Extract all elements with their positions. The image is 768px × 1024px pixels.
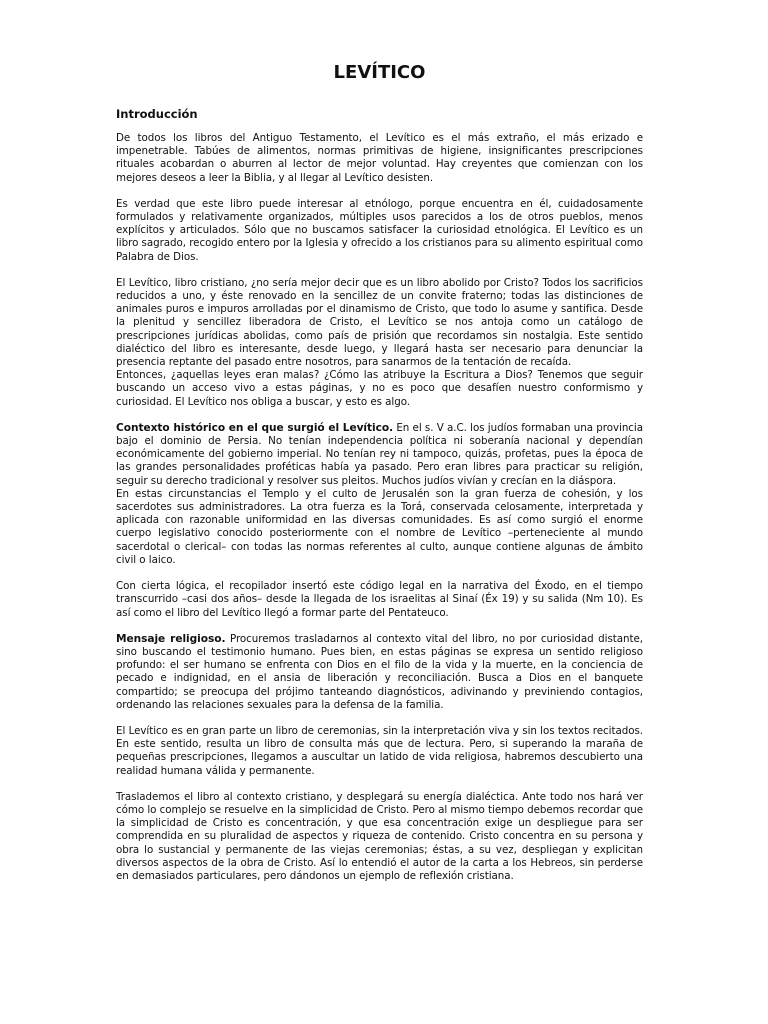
paragraph-7: Con cierta lógica, el recopilador insertó este código legal en la narrativa del Éxodo, en el tiempo transcurrido –casi dos años– desde la llegada de los israelitas al Sinaí (Éx 19) y su salida (Nm 10). Es así como el libro del Levítico llegó a formar parte del Pentateuco. — [116, 580, 643, 619]
paragraph-mensaje — [116, 633, 643, 712]
paragraph-6: En estas circunstancias el Templo y el culto de Jerusalén son la gran fuerza de cohesión, y los sacerdotes sus administradores. La otra fuerza es la Torá, conservada celosamente, interpretada y aplicada con razonable uniformidad en las diversas comunidades. Es así como surgió el enorme cuerpo legislativo conocido posteriormente con el nombre de Levítico –perteneciente al mundo sacerdotal o clerical– con todas las normas referentes al culto, aunque contiene algunas de ámbito civil o laico. — [116, 487, 643, 566]
paragraph-3: El Levítico, libro cristiano, ¿no sería mejor decir que es un libro abolido por Cristo? Todos los sacrificios reducidos a uno, y éste renovado en la sencillez de un convite fraterno; todas las distinciones de animales puros e impuros arrolladas por el dinamismo de Cristo, que todo lo asume y santifica. Desde la plenitud y sencillez liberadora de Cristo, el Levítico se nos antoja como un catálogo de prescripciones jurídicas abolidas, como país de prisión que recordamos sin nostalgia. Este sentido dialéctico del libro es interesante, desde luego, y llegará hasta ser necesario para denunciar la presencia reptante del pasado entre nosotros, para sanarmos de la tentación de recaída. — [116, 276, 643, 369]
paragraph-gap — [116, 712, 643, 725]
paragraph-4: Entonces, ¿aquellas leyes eran malas? ¿Cómo las atribuye la Escritura a Dios? Tenemos que seguir buscando un acceso vivo a estas páginas, y no es poco que desafíen nuestro conformismo y curiosidad. El Levítico nos obliga a buscar, y esto es algo. — [116, 369, 643, 408]
paragraph-mensaje-text: Procuremos trasladarnos al contexto vital del libro, no por curiosidad distante, sino buscando el testimonio humano. Pues bien, en estas páginas se expresa un sentido religioso profundo: el ser humano se enfrenta con Dios en el filo de la vida y la muerte, en la conciencia de pecado e indignidad, en el ansia de liberación y reconciliación. Busca a Dios en el banquete compartido; se preocupa del prójimo tanteando diagnósticos, adivinando y previniendo contagios, ordenando las relaciones sexuales para la defensa de la familia. — [116, 632, 643, 711]
document-title: LEVÍTICO — [333, 62, 426, 83]
paragraph-contexto — [116, 422, 643, 488]
paragraph-gap — [116, 567, 643, 580]
section-heading-introduccion: Introducción — [116, 107, 198, 121]
lead-contexto-historico: Contexto histórico en el que surgió el Levítico. — [116, 421, 394, 434]
paragraph-gap — [116, 264, 643, 277]
paragraph-gap — [116, 778, 643, 791]
paragraph-gap — [116, 620, 643, 633]
paragraph-9: El Levítico es en gran parte un libro de ceremonias, sin la interpretación viva y sin los textos recitados. En este sentido, resulta un libro de consulta más que de lectura. Pero, si superando la maraña de pequeñas prescripciones, llegamos a auscultar un latido de vida religiosa, habremos descubierto una realidad humana válida y permanente. — [116, 724, 643, 777]
paragraph-gap — [116, 409, 643, 422]
paragraph-10: Traslademos el libro al contexto cristiano, y desplegará su energía dialéctica. Ante todo nos hará ver cómo lo complejo se resuelve en la simplicidad de Cristo. Pero al mismo tiempo debemos recordar que la simplicidad de Cristo es concentración, y que esa concentración exige un despliegue para ser comprendida en su pluralidad de aspectos y riqueza de contenido. Cristo concentra en su persona y obra lo sustancial y permanente de las viejas ceremonias; éstas, a su vez, despliegan y explicitan diversos aspectos de la obra de Cristo. Así lo entendió el autor de la carta a los Hebreos, sin perderse en demasiados particulares, pero dándonos un ejemplo de reflexión cristiana. — [116, 790, 643, 882]
paragraph-contexto-text: En el s. V a.C. los judíos formaban una provincia bajo el dominio de Persia. No tenían independencia política ni soberanía nacional y dependían económicamente del gobierno imperial. No tenían rey ni tampoco, quizás, profetas, pues la época de las grandes personalidades proféticas había ya pasado. Pero eran libres para practicar su religión, seguir su derecho tradicional y resolver sus pleitos. Muchos judíos vivían y crecían en la diáspora. — [116, 421, 643, 487]
paragraph-gap — [116, 185, 643, 198]
paragraph-2: Es verdad que este libro puede interesar al etnólogo, porque encuentra en él, cuidadosamente formulados y relativamente organizados, múltiples usos parecidos a los de otros pueblos, menos explícitos y articulados. Sólo que no buscamos satisfacer la curiosidad etnológica. El Levítico es un libro sagrado, recogido entero por la Iglesia y ofrecido a los cristianos para su alimento espiritual como Palabra de Dios. — [116, 197, 643, 263]
paragraph-1: De todos los libros del Antiguo Testamento, el Levítico es el más extraño, el más erizado e impenetrable. Tabúes de alimentos, normas primitivas de higiene, insignificantes prescripciones rituales acobardan o aburren al lector de mejor voluntad. Hay creyentes que comienzan con los mejores deseos a leer la Biblia, y al llegar al Levítico desisten. — [116, 132, 643, 184]
lead-mensaje-religioso: Mensaje religioso. — [116, 632, 226, 645]
document-page — [116, 60, 643, 883]
